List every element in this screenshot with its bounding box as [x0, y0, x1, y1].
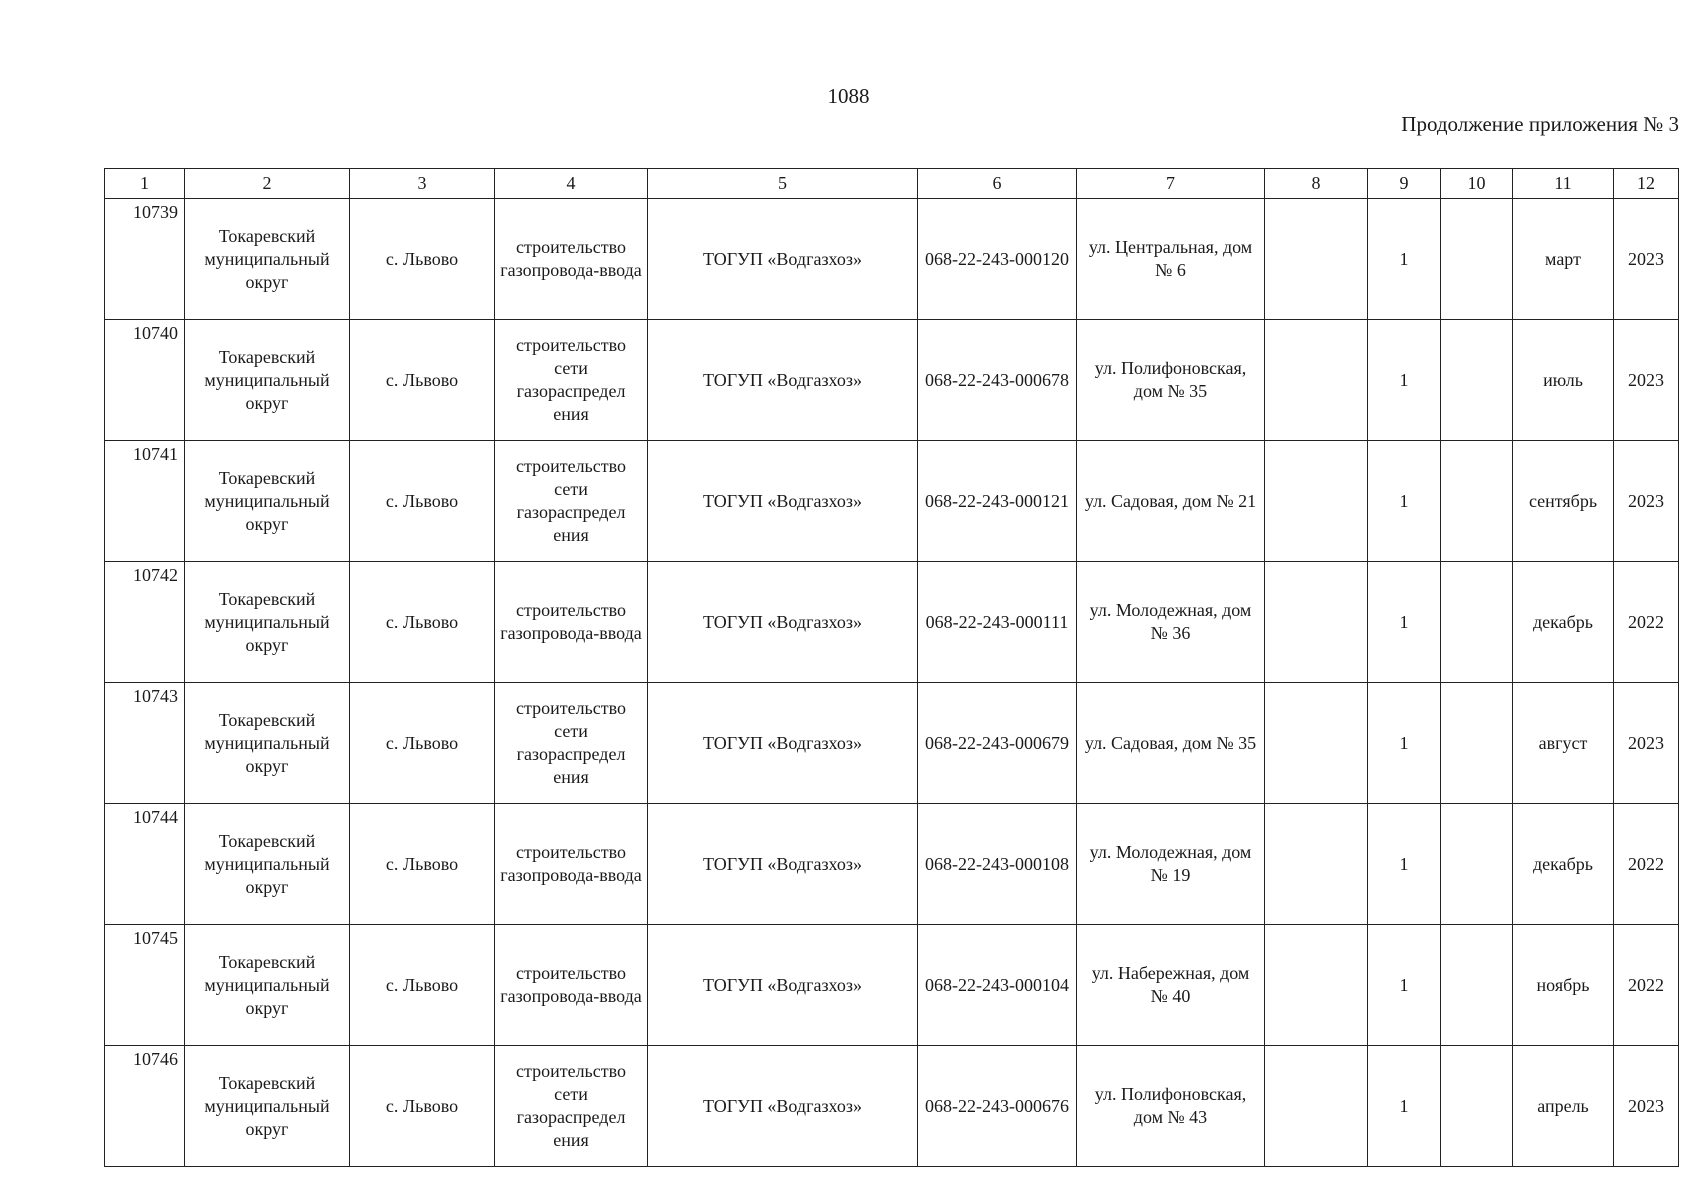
year-cell: 2023 [1614, 1046, 1679, 1167]
column-header: 4 [495, 169, 648, 199]
year-cell: 2023 [1614, 441, 1679, 562]
column-header: 10 [1441, 169, 1513, 199]
col10-cell [1441, 320, 1513, 441]
month-cell: август [1513, 683, 1614, 804]
column-header: 5 [648, 169, 918, 199]
district-cell: Токаревский муниципальный округ [185, 683, 350, 804]
district-cell: Токаревский муниципальный округ [185, 441, 350, 562]
year-cell: 2022 [1614, 804, 1679, 925]
table-row [105, 1046, 1679, 1167]
row-number: 10744 [105, 804, 185, 925]
address-cell: ул. Набережная, дом № 40 [1077, 925, 1265, 1046]
district-cell: Токаревский муниципальный округ [185, 199, 350, 320]
col8-cell [1265, 683, 1368, 804]
month-cell: март [1513, 199, 1614, 320]
work-cell: строительство газопровода-ввода [495, 925, 648, 1046]
year-cell: 2023 [1614, 320, 1679, 441]
year-cell: 2022 [1614, 925, 1679, 1046]
month-cell: декабрь [1513, 562, 1614, 683]
col9-cell: 1 [1368, 320, 1441, 441]
column-header: 9 [1368, 169, 1441, 199]
settlement-cell: с. Львово [350, 804, 495, 925]
col9-cell: 1 [1368, 804, 1441, 925]
table-row [105, 199, 1679, 320]
month-cell: апрель [1513, 1046, 1614, 1167]
org-cell: ТОГУП «Водгазхоз» [648, 441, 918, 562]
work-cell: строительство газопровода-ввода [495, 562, 648, 683]
col10-cell [1441, 562, 1513, 683]
table-row [105, 804, 1679, 925]
org-cell: ТОГУП «Водгазхоз» [648, 320, 918, 441]
year-cell: 2022 [1614, 562, 1679, 683]
month-cell: июль [1513, 320, 1614, 441]
col8-cell [1265, 804, 1368, 925]
work-cell: строительство газопровода-ввода [495, 804, 648, 925]
district-cell: Токаревский муниципальный округ [185, 562, 350, 683]
org-cell: ТОГУП «Водгазхоз» [648, 562, 918, 683]
org-cell: ТОГУП «Водгазхоз» [648, 925, 918, 1046]
row-number: 10746 [105, 1046, 185, 1167]
district-cell: Токаревский муниципальный округ [185, 925, 350, 1046]
code-cell: 068-22-243-000121 [918, 441, 1077, 562]
org-cell: ТОГУП «Водгазхоз» [648, 683, 918, 804]
column-header: 6 [918, 169, 1077, 199]
col10-cell [1441, 683, 1513, 804]
month-cell: декабрь [1513, 804, 1614, 925]
col9-cell: 1 [1368, 1046, 1441, 1167]
code-cell: 068-22-243-000120 [918, 199, 1077, 320]
settlement-cell: с. Львово [350, 683, 495, 804]
appendix-note: Продолжение приложения № 3 [1401, 112, 1679, 136]
col9-cell: 1 [1368, 683, 1441, 804]
column-header: 2 [185, 169, 350, 199]
org-cell: ТОГУП «Водгазхоз» [648, 804, 918, 925]
col8-cell [1265, 1046, 1368, 1167]
col8-cell [1265, 562, 1368, 683]
year-cell: 2023 [1614, 199, 1679, 320]
month-cell: сентябрь [1513, 441, 1614, 562]
column-header: 8 [1265, 169, 1368, 199]
settlement-cell: с. Львово [350, 441, 495, 562]
settlement-cell: с. Львово [350, 562, 495, 683]
col8-cell [1265, 199, 1368, 320]
col9-cell: 1 [1368, 441, 1441, 562]
row-number: 10739 [105, 199, 185, 320]
column-header: 1 [105, 169, 185, 199]
col10-cell [1441, 925, 1513, 1046]
table-row [105, 683, 1679, 804]
settlement-cell: с. Львово [350, 925, 495, 1046]
col9-cell: 1 [1368, 925, 1441, 1046]
code-cell: 068-22-243-000679 [918, 683, 1077, 804]
work-cell: строительство сети газораспредел ения [495, 1046, 648, 1167]
col9-cell: 1 [1368, 562, 1441, 683]
year-cell: 2023 [1614, 683, 1679, 804]
table-row [105, 925, 1679, 1046]
address-cell: ул. Центральная, дом № 6 [1077, 199, 1265, 320]
district-cell: Токаревский муниципальный округ [185, 1046, 350, 1167]
work-cell: строительство сети газораспредел ения [495, 683, 648, 804]
work-cell: строительство сети газораспредел ения [495, 320, 648, 441]
code-cell: 068-22-243-000676 [918, 1046, 1077, 1167]
address-cell: ул. Садовая, дом № 35 [1077, 683, 1265, 804]
code-cell: 068-22-243-000111 [918, 562, 1077, 683]
code-cell: 068-22-243-000108 [918, 804, 1077, 925]
work-cell: строительство газопровода-ввода [495, 199, 648, 320]
col8-cell [1265, 320, 1368, 441]
address-cell: ул. Полифоновская, дом № 43 [1077, 1046, 1265, 1167]
column-header: 3 [350, 169, 495, 199]
col10-cell [1441, 1046, 1513, 1167]
org-cell: ТОГУП «Водгазхоз» [648, 199, 918, 320]
settlement-cell: с. Львово [350, 320, 495, 441]
work-cell: строительство сети газораспредел ения [495, 441, 648, 562]
code-cell: 068-22-243-000104 [918, 925, 1077, 1046]
col8-cell [1265, 925, 1368, 1046]
org-cell: ТОГУП «Водгазхоз» [648, 1046, 918, 1167]
table-row [105, 562, 1679, 683]
col9-cell: 1 [1368, 199, 1441, 320]
col8-cell [1265, 441, 1368, 562]
address-cell: ул. Молодежная, дом № 36 [1077, 562, 1265, 683]
address-cell: ул. Садовая, дом № 21 [1077, 441, 1265, 562]
district-cell: Токаревский муниципальный округ [185, 320, 350, 441]
col10-cell [1441, 199, 1513, 320]
row-number: 10745 [105, 925, 185, 1046]
table-row [105, 441, 1679, 562]
col10-cell [1441, 441, 1513, 562]
settlement-cell: с. Львово [350, 1046, 495, 1167]
data-table [104, 168, 1679, 1167]
district-cell: Токаревский муниципальный округ [185, 804, 350, 925]
header-row [105, 169, 1679, 199]
table-row [105, 320, 1679, 441]
page-number: 1088 [827, 84, 870, 108]
month-cell: ноябрь [1513, 925, 1614, 1046]
row-number: 10741 [105, 441, 185, 562]
column-header: 12 [1614, 169, 1679, 199]
row-number: 10740 [105, 320, 185, 441]
column-header: 7 [1077, 169, 1265, 199]
column-header: 11 [1513, 169, 1614, 199]
settlement-cell: с. Львово [350, 199, 495, 320]
address-cell: ул. Полифоновская, дом № 35 [1077, 320, 1265, 441]
row-number: 10742 [105, 562, 185, 683]
row-number: 10743 [105, 683, 185, 804]
code-cell: 068-22-243-000678 [918, 320, 1077, 441]
col10-cell [1441, 804, 1513, 925]
address-cell: ул. Молодежная, дом № 19 [1077, 804, 1265, 925]
